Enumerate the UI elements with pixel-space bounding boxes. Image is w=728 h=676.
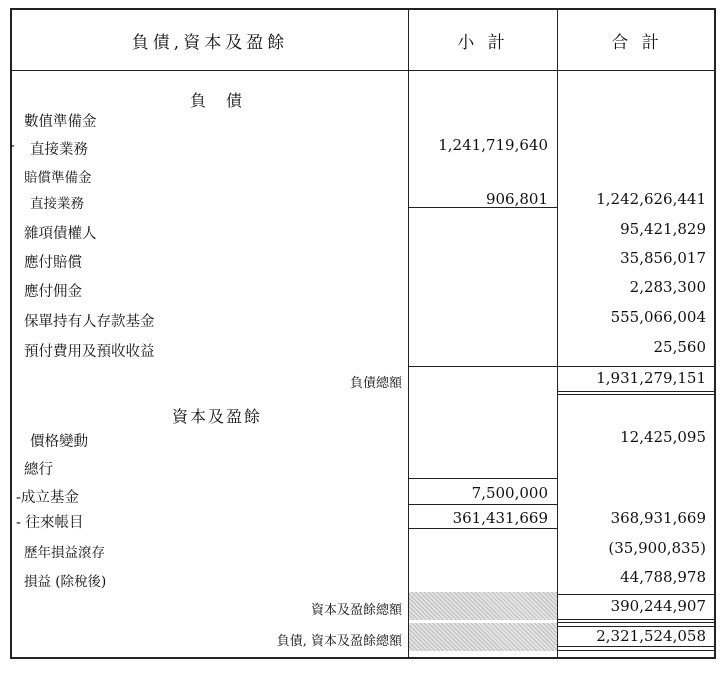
grand-total-value: 2,321,524,058 <box>596 627 706 645</box>
direct-business-2-subtotal: 906,801 <box>485 190 548 208</box>
liabilities-total-value: 1,931,279,151 <box>596 369 706 387</box>
subtotal-col-line-2 <box>409 478 557 479</box>
claims-payable-total: 35,856,017 <box>620 249 706 267</box>
column-divider-2 <box>557 10 558 657</box>
grand-total-bottom-double <box>558 646 716 651</box>
column-divider-1 <box>408 10 409 657</box>
capital-title: 資本及盈餘 <box>172 407 263 426</box>
price-change-label: 價格變動 <box>30 434 88 450</box>
subtotal-col-line-3 <box>409 504 557 505</box>
liabilities-total-label: 負債總額 <box>349 376 402 391</box>
current-account-subtotal: 361,431,669 <box>452 509 548 527</box>
liabilities-title: 負 債 <box>190 91 245 110</box>
accrued-expenses-label: 預付費用及預收收益 <box>24 344 155 360</box>
header-description: 負債,資本及盈餘 <box>131 32 289 53</box>
price-change-total: 12,425,095 <box>620 428 706 446</box>
direct-business-2-label: 直接業務 <box>30 196 84 212</box>
capital-total-value: 390,244,907 <box>610 597 706 615</box>
current-account-label: - 往來帳目 <box>16 515 84 531</box>
policyholder-deposit-total: 555,066,004 <box>610 308 706 326</box>
direct-business-1-label: 直接業務 <box>30 142 88 158</box>
header-total: 合 計 <box>611 32 663 53</box>
capital-total-shade <box>409 592 557 620</box>
subtotal-underline-2 <box>409 528 557 529</box>
subtotal-underline-1 <box>409 207 557 208</box>
commission-payable-label: 應付佣金 <box>24 284 82 300</box>
commission-payable-total: 2,283,300 <box>629 278 706 296</box>
accrued-expenses-total: 25,560 <box>653 338 706 356</box>
header-subtotal: 小 計 <box>457 32 509 53</box>
direct-business-1-subtotal: 1,241,719,640 <box>438 136 548 154</box>
claims-reserve-label: 賠償準備金 <box>24 170 92 186</box>
head-office-label: 總行 <box>24 462 53 478</box>
actuarial-reserve-label: 數值準備金 <box>24 114 97 130</box>
establishment-fund-subtotal: 7,500,000 <box>471 484 548 502</box>
sundry-creditors-total: 95,421,829 <box>620 220 706 238</box>
sundry-creditors-label: 雜項債權人 <box>24 226 97 242</box>
profit-after-tax-label: 損益 (除稅後) <box>24 574 107 590</box>
profit-after-tax-total: 44,788,978 <box>620 568 706 586</box>
current-account-total: 368,931,669 <box>610 509 706 527</box>
policyholder-deposit-label: 保單持有人存款基金 <box>24 314 155 330</box>
grand-total-shade <box>409 623 557 651</box>
claims-payable-label: 應付賠償 <box>24 255 82 271</box>
header-divider <box>12 70 714 71</box>
direct-business-2-total: 1,242,626,441 <box>596 190 706 208</box>
establishment-fund-label: -成立基金 <box>16 490 79 506</box>
capital-total-label: 資本及盈餘總額 <box>310 603 402 618</box>
retained-earnings-label: 歷年損益滾存 <box>24 545 105 561</box>
dash-mark: - <box>10 138 15 154</box>
balance-sheet-table <box>10 8 716 659</box>
liabilities-total-double <box>558 394 716 395</box>
retained-earnings-total: (35,900,835) <box>608 539 706 557</box>
subtotal-col-line-1 <box>409 366 557 367</box>
grand-total-label: 負債, 資本及盈餘總額 <box>276 634 402 649</box>
